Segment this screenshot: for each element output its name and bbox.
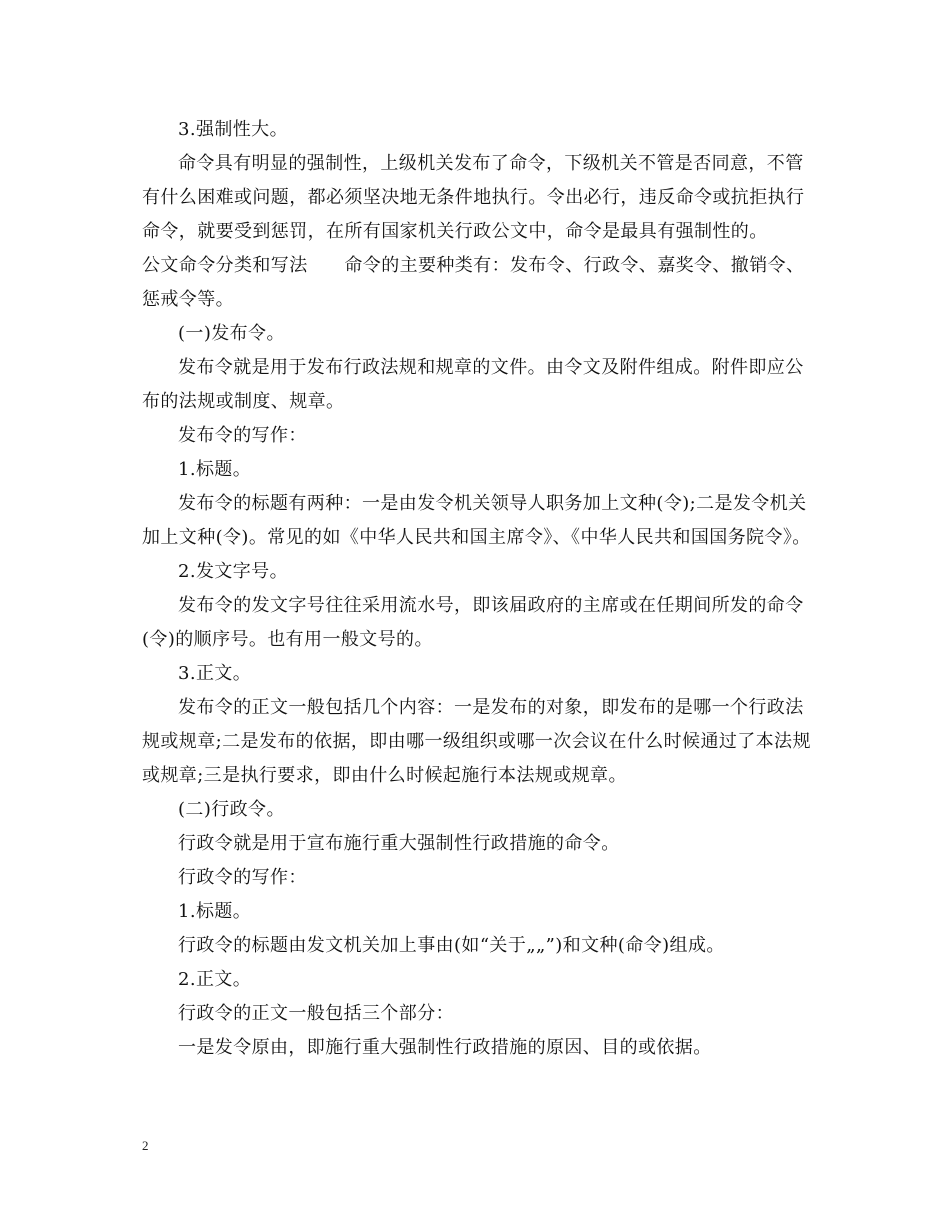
paragraph: 一是发令原由，即施行重大强制性行政措施的原因、目的或依据。	[178, 1037, 712, 1058]
subheading: 2.发文字号。	[178, 561, 288, 582]
paragraph: 发布令的正文一般包括几个内容：一是发布的对象，即发布的是哪一个行政法规或规章;二是发布的依据，即由哪一级组织或哪一次会议在什么时候通过了本法规或规章;三是执行要求，即由什么时候起施行本法规或规章。	[142, 697, 811, 786]
document-body	[142, 113, 812, 1065]
section-heading-fabu: (一)发布令。	[178, 323, 285, 344]
paragraph: 发布令的标题有两种：一是由发令机关领导人职务加上文种(令);二是发令机关加上文种(令)。常见的如《中华人民共和国主席令》、《中华人民共和国国务院令》。	[142, 493, 811, 548]
paragraph: 行政令的标题由发文机关加上事由(如“关于„„”)和文种(命令)组成。	[178, 935, 725, 956]
subheading: 1.标题。	[178, 901, 252, 922]
section-heading-xingzheng: (二)行政令。	[178, 799, 285, 820]
paragraph: 行政令的写作：	[178, 867, 307, 888]
paragraph: 发布令的写作：	[178, 425, 307, 446]
subheading: 1.标题。	[178, 459, 252, 480]
paragraph: 行政令就是用于宣布施行重大强制性行政措施的命令。	[178, 833, 620, 854]
paragraph: 发布令的发文字号往往采用流水号，即该届政府的主席或在任期间所发的命令(令)的顺序号。也有用一般文号的。	[142, 595, 804, 650]
paragraph: 行政令的正文一般包括三个部分：	[178, 1003, 454, 1024]
paragraph: 发布令就是用于发布行政法规和规章的文件。由令文及附件组成。附件即应公布的法规或制度、规章。	[142, 357, 804, 412]
paragraph: 公文命令分类和写法 命令的主要种类有：发布令、行政令、嘉奖令、撤销令、惩戒令等。	[142, 255, 805, 310]
paragraph-heading-3: 3.强制性大。	[178, 119, 288, 140]
paragraph: 命令具有明显的强制性，上级机关发布了命令，下级机关不管是否同意，不管有什么困难或问题，都必须坚决地无条件地执行。令出必行，违反命令或抗拒执行命令，就要受到惩罚，在所有国家机关行政公文中，命令是最具有强制性的。	[142, 153, 805, 242]
page-number: 2	[142, 1138, 149, 1153]
subheading: 2.正文。	[178, 969, 252, 990]
subheading: 3.正文。	[178, 663, 252, 684]
